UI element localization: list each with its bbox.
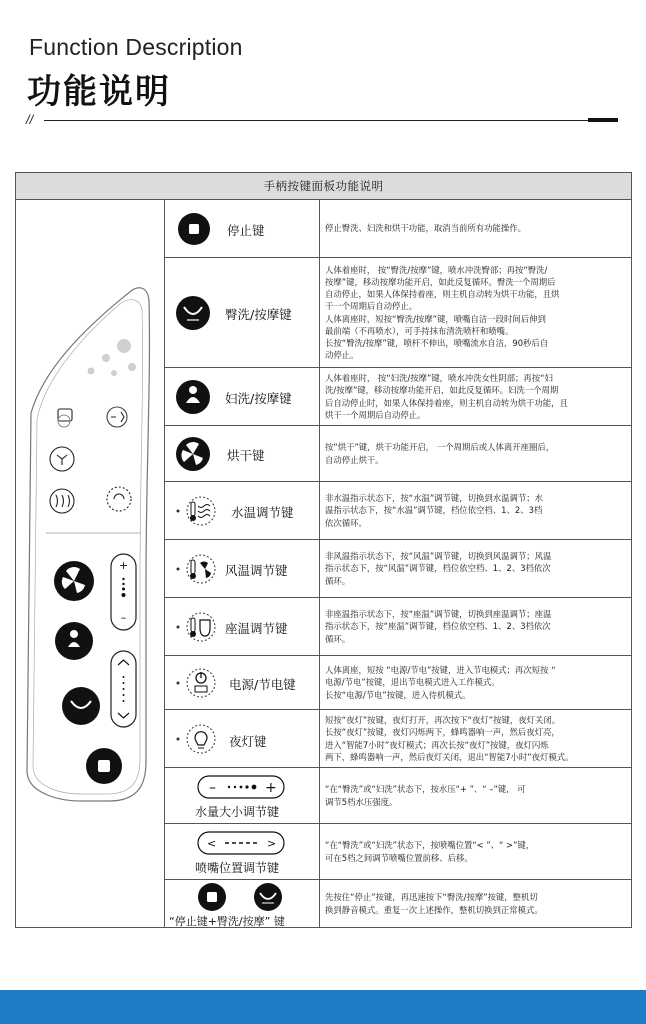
title-english: Function Description (29, 34, 243, 60)
row-label: “停止键+臀洗/按摩” 键 (169, 915, 285, 928)
remote-illustration-cell (16, 200, 165, 927)
footer-accent-bar (0, 990, 646, 1024)
water-volume-icon (197, 775, 285, 799)
nozzle-position-icon (197, 831, 285, 855)
remote-rear-wash-button (62, 687, 100, 725)
feminine-wash-icon (175, 379, 211, 415)
row-description: 人体着座时， 按“妇洗/按摩”键，喷水冲洗女性阴部；再按“妇 洗/按摩”键，移动按摩功能开启，如此反复循环。妇洗一个周期 后自动停止时，如果人体保持着座，则主机自动转为烘干功能，且 烘干一个周期后自动停止。 (325, 373, 568, 420)
row-description: “在“臀洗”或“妇洗”状态下，按喷嘴位置“< ”、“ >”键， 可在5档之间调节喷嘴位置前移、后移。 (325, 840, 535, 863)
night-light-icon (175, 721, 219, 757)
row-description: “在“臀洗”或“妇洗”状态下，按水压“+ ”、“ –”键， 可 调节5档水压强度。 (325, 784, 526, 807)
table-row (165, 426, 631, 482)
air-temp-icon (175, 552, 219, 586)
right-symbol: > (267, 837, 277, 850)
table-row (165, 710, 631, 768)
stop-icon (177, 212, 211, 246)
row-description: 短按“夜灯”按键，夜灯打开，再次按下“夜灯”按键，夜灯关闭。 长按“夜灯”按键，夜灯闪烁两下，蜂鸣器响一声，然后夜灯亮， 进入“智能7小时”夜灯模式；再次长按“夜灯”按键，夜灯闪烁 两下，蜂鸣器响一声，然后夜灯关闭，退出“智能7小时”夜灯模式。 (325, 715, 574, 762)
row-label: 妇洗/按摩键 (225, 391, 292, 406)
seat-temp-icon (175, 610, 219, 644)
row-label: 风温调节键 (225, 563, 288, 578)
stop-rear-wash-combo-icon (195, 882, 295, 912)
divider-line (44, 120, 588, 121)
row-description: 非水温指示状态下，按“水温”调节键，切换到水温调节；水 温指示状态下，按“水温”调节键，档位依空档、1、2、3档 依次循环。 (325, 493, 544, 528)
remote-feminine-wash-button (55, 622, 93, 660)
table-heading: 手柄按键面板功能说明 (16, 173, 631, 200)
row-description: 人体离座，短按 “电源/节电”按键，进入节电模式；再次短按 “ 电源/节电”按键，退出节电模式进入工作模式。 长按“电源/节电”按键，进入待机模式。 (325, 665, 556, 700)
row-label: 停止键 (227, 223, 265, 238)
plus-symbol: + (265, 780, 277, 796)
table-row (165, 540, 631, 598)
row-description: 先按住“停止”按键，再迅速按下“臀洗/按摩”按键，整机切 换到静音模式。重复一次上述操作，整机切换到正常模式。 (325, 892, 543, 915)
rear-wash-icon (175, 295, 211, 331)
row-label: 座温调节键 (225, 621, 288, 636)
row-description: 停止臀洗、妇洗和烘干功能，取消当前所有功能操作。 (325, 223, 526, 234)
svg-text:–: – (120, 611, 127, 624)
row-description: 非座温指示状态下，按“座温”调节键，切换到座温调节；座温 指示状态下，按“座温”调节键，档位依空档、1、2、3档依次 循环。 (325, 609, 552, 644)
row-description: 非风温指示状态下，按“风温”调节键，切换到风温调节；风温 指示状态下，按“风温”调节键，档位依空档、1、2、3档依次 循环。 (325, 551, 552, 586)
row-label: 喷嘴位置调节键 (195, 861, 280, 875)
table-row (165, 824, 631, 880)
fan-icon (175, 436, 211, 472)
svg-text:+: + (118, 559, 129, 572)
power-save-icon (175, 666, 219, 700)
table-row (165, 768, 631, 824)
slash-mark: // (26, 112, 34, 127)
remote-control-illustration (16, 200, 165, 927)
row-label: 电源/节电键 (229, 677, 296, 692)
title-chinese: 功能说明 (27, 72, 171, 112)
table-row (165, 258, 631, 368)
minus-symbol: – (209, 780, 216, 796)
table-row (165, 482, 631, 540)
table-row (165, 656, 631, 710)
table-row (165, 200, 631, 258)
row-label: 烘干键 (227, 448, 265, 463)
row-label: 水温调节键 (231, 505, 294, 520)
left-symbol: < (207, 837, 217, 850)
remote-fan-button (54, 561, 94, 601)
row-description: 人体着座时， 按“臀洗/按摩”键，喷水冲洗臀部；再按“臀洗/ 按摩”键，移动按摩功能开启，如此反复循环。臀洗一个周期后 自动停止，如果人体保持着座，则主机自动转为烘干功能，且烘 干一个周期后自动停止。 人体离座时，短按“臀洗/按摩”键，喷嘴自洁一段时间后伸到 最前端（不再喷水），可手持抹布清洗喷杆和喷嘴。 长按“臀洗/按摩”键，喷杆不伸出，喷嘴流水自洁，90秒后自 动停止。 (325, 264, 560, 361)
divider-accent (588, 118, 618, 122)
remote-stop-button (86, 748, 122, 784)
table-row (165, 880, 631, 927)
table-row (165, 368, 631, 426)
table-row (165, 598, 631, 656)
row-label: 臀洗/按摩键 (225, 307, 292, 322)
row-label: 水量大小调节键 (195, 805, 280, 819)
function-table (15, 172, 632, 928)
row-description: 按“烘干”键，烘干功能开启， 一个周期后或人体离开座圈后， 自动停止烘干。 (325, 442, 555, 465)
row-label: 夜灯键 (229, 734, 267, 749)
water-temp-icon (175, 494, 219, 528)
